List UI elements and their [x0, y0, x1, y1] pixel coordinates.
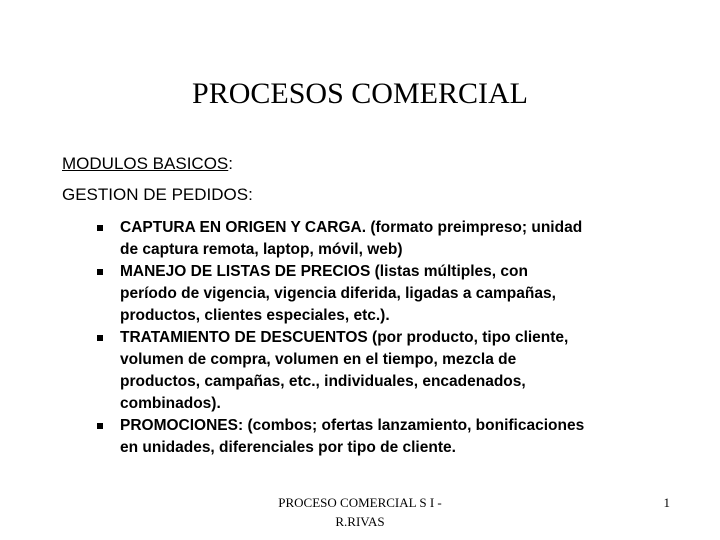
bullet-line: PROMOCIONES: (combos; ofertas lanzamiento, bonificaciones: [120, 417, 585, 434]
bullet-item: [95, 261, 675, 327]
bullet-line: en unidades, diferenciales por tipo de cliente.: [120, 439, 456, 456]
slide-title: PROCESOS COMERCIAL: [192, 77, 528, 110]
square-bullet-icon: [97, 269, 103, 275]
square-bullet-icon: [97, 335, 103, 341]
bullet-line: TRATAMIENTO DE DESCUENTOS (por producto, tipo cliente,: [120, 329, 569, 346]
bullet-line: volumen de compra, volumen en el tiempo, mezcla de: [120, 351, 517, 368]
bullet-line: productos, clientes especiales, etc.).: [120, 307, 390, 324]
bullet-list: [95, 217, 675, 459]
page-number: 1: [663, 495, 670, 510]
bullet-item: [95, 217, 675, 261]
bullet-line: CAPTURA EN ORIGEN Y CARGA. (formato preimpreso; unidad: [120, 219, 583, 236]
bullet-item: [95, 415, 675, 459]
section-subheading: GESTION DE PEDIDOS:: [62, 185, 253, 204]
bullet-line: combinados).: [120, 395, 221, 412]
square-bullet-icon: [97, 225, 103, 231]
bullet-line: de captura remota, laptop, móvil, web): [120, 241, 403, 258]
bullet-item: [95, 327, 675, 415]
square-bullet-icon: [97, 423, 103, 429]
bullet-line: MANEJO DE LISTAS DE PRECIOS (listas múltiples, con: [120, 263, 528, 280]
bullet-line: período de vigencia, vigencia diferida, ligadas a campañas,: [120, 285, 556, 302]
heading-underlined-text: MODULOS BASICOS: [62, 154, 229, 173]
slide-footer: [260, 493, 460, 531]
footer-line: PROCESO COMERCIAL S I -: [278, 495, 442, 510]
section-heading: [62, 152, 233, 176]
footer-line: R.RIVAS: [335, 514, 385, 529]
heading-colon: :: [228, 154, 233, 173]
bullet-line: productos, campañas, etc., individuales, encadenados,: [120, 373, 526, 390]
